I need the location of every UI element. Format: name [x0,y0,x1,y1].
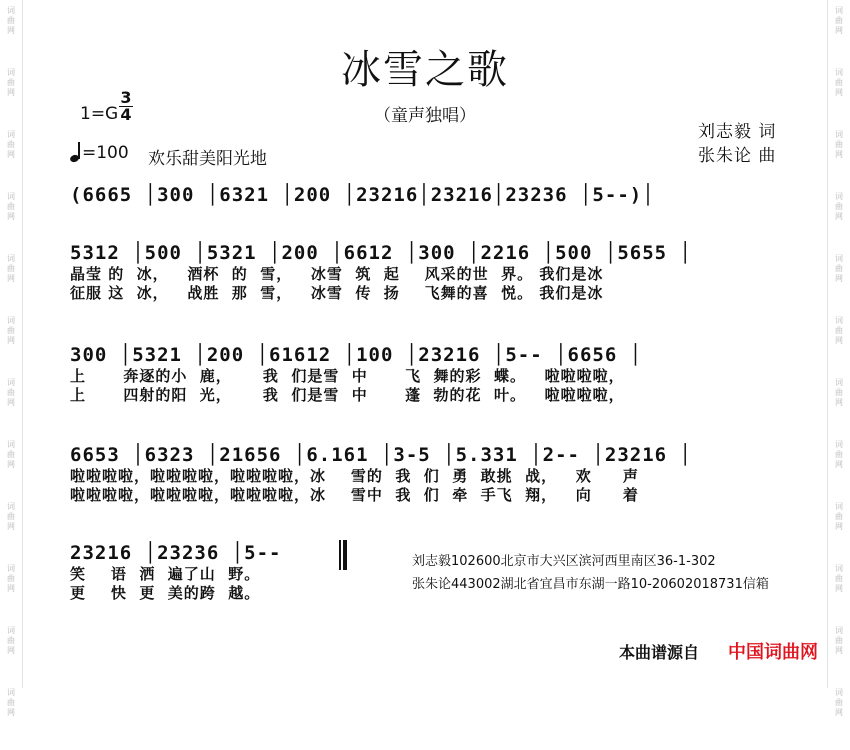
watermark-text: 词 曲 网 [835,440,843,469]
tempo-value: =100 [82,143,129,163]
watermark-text: 词 曲 网 [835,192,843,221]
watermark-text: 词 曲 网 [835,68,843,97]
source-label: 本曲谱源自 [619,643,700,662]
song-subtitle: （童声独唱） [374,106,476,126]
lyric-verse-2: 上 四射的阳 光， 我 们是雪 中 蓬 勃的花 叶。 啦啦啦啦， [70,386,625,404]
watermark-text: 词 曲 网 [7,130,15,159]
watermark-text: 词 曲 网 [835,6,843,35]
time-signature-bottom: 4 [120,105,132,124]
score-system-5 [70,541,340,603]
notation-line: 23216 │23236 │5-- [70,542,282,564]
watermark-text: 词 曲 网 [835,502,843,531]
watermark-text: 词 曲 网 [835,316,843,345]
score-system-1 [70,183,792,207]
key-signature: 1=G [80,104,119,124]
score-system-3 [70,343,792,405]
watermark-text: 词 曲 网 [7,564,15,593]
watermark-text: 词 曲 网 [835,378,843,407]
watermark-text: 词 曲 网 [835,564,843,593]
notation-line: 6653 │6323 │21656 │6.161 │3-5 │5.331 │2-- │23216 │ [70,444,692,466]
lyric-verse-2: 更 快 更 美的跨 越。 [70,584,261,602]
score-system-4 [70,443,792,505]
source-brand-link[interactable]: 中国词曲网 [728,642,818,663]
watermark-text: 词 曲 网 [7,378,15,407]
watermark-text: 词 曲 网 [7,192,15,221]
watermark-text: 词 曲 网 [7,254,15,283]
lyricist-address: 刘志毅102600北京市大兴区滨河西里南区36-1-302 [412,554,716,569]
final-barline-thin [339,540,341,570]
watermark-text: 词 曲 网 [7,688,15,717]
lyric-verse-1: 上 奔逐的小 鹿， 我 们是雪 中 飞 舞的彩 蝶。 啦啦啦啦， [70,367,625,385]
tempo-marking [70,142,129,163]
expression-marking: 欢乐甜美阳光地 [148,149,267,169]
watermark-text: 词 曲 网 [7,316,15,345]
lyric-verse-2: 征服 这 冰， 战胜 那 雪， 冰雪 传 扬 飞舞的喜 悦。 我们是冰 [70,284,604,302]
notation-line: (6665 │300 │6321 │200 │23216│23216│23236 │5--)│ [70,184,655,206]
time-signature [119,90,133,123]
watermark-text: 词 曲 网 [7,440,15,469]
score-system-2 [70,241,792,303]
lyric-verse-1: 啦啦啦啦，啦啦啦啦，啦啦啦啦，冰 雪的 我 们 勇 敢挑 战， 欢 声 [70,467,639,485]
notation-line: 5312 │500 │5321 │200 │6612 │300 │2216 │500 │5655 │ [70,242,692,264]
watermark-text: 词 曲 网 [835,688,843,717]
composer-credit: 张朱论 曲 [698,146,777,166]
lyricist-credit: 刘志毅 词 [698,122,777,142]
composer-address: 张朱论443002湖北省宜昌市东湖一路10-20602018731信箱 [412,577,769,592]
final-barline-thick [343,540,347,570]
watermark-text: 词 曲 网 [835,130,843,159]
watermark-text: 词 曲 网 [835,626,843,655]
time-signature-top: 3 [120,88,132,107]
watermark-text: 词 曲 网 [835,254,843,283]
notation-line: 300 │5321 │200 │61612 │100 │23216 │5-- │6656 │ [70,344,643,366]
song-title: 冰雪之歌 [341,47,509,93]
lyric-verse-2: 啦啦啦啦，啦啦啦啦，啦啦啦啦，冰 雪中 我 们 牵 手飞 翔， 向 着 [70,486,639,504]
lyric-verse-1: 笑 语 洒 遍了山 野。 [70,565,261,583]
lyric-verse-1: 晶莹 的 冰， 酒杯 的 雪， 冰雪 筑 起 风采的世 界。 我们是冰 [70,265,604,283]
watermark-text: 词 曲 网 [7,502,15,531]
watermark-text: 词 曲 网 [7,6,15,35]
watermark-text: 词 曲 网 [7,626,15,655]
quarter-note-icon [70,142,82,162]
watermark-text: 词 曲 网 [7,68,15,97]
